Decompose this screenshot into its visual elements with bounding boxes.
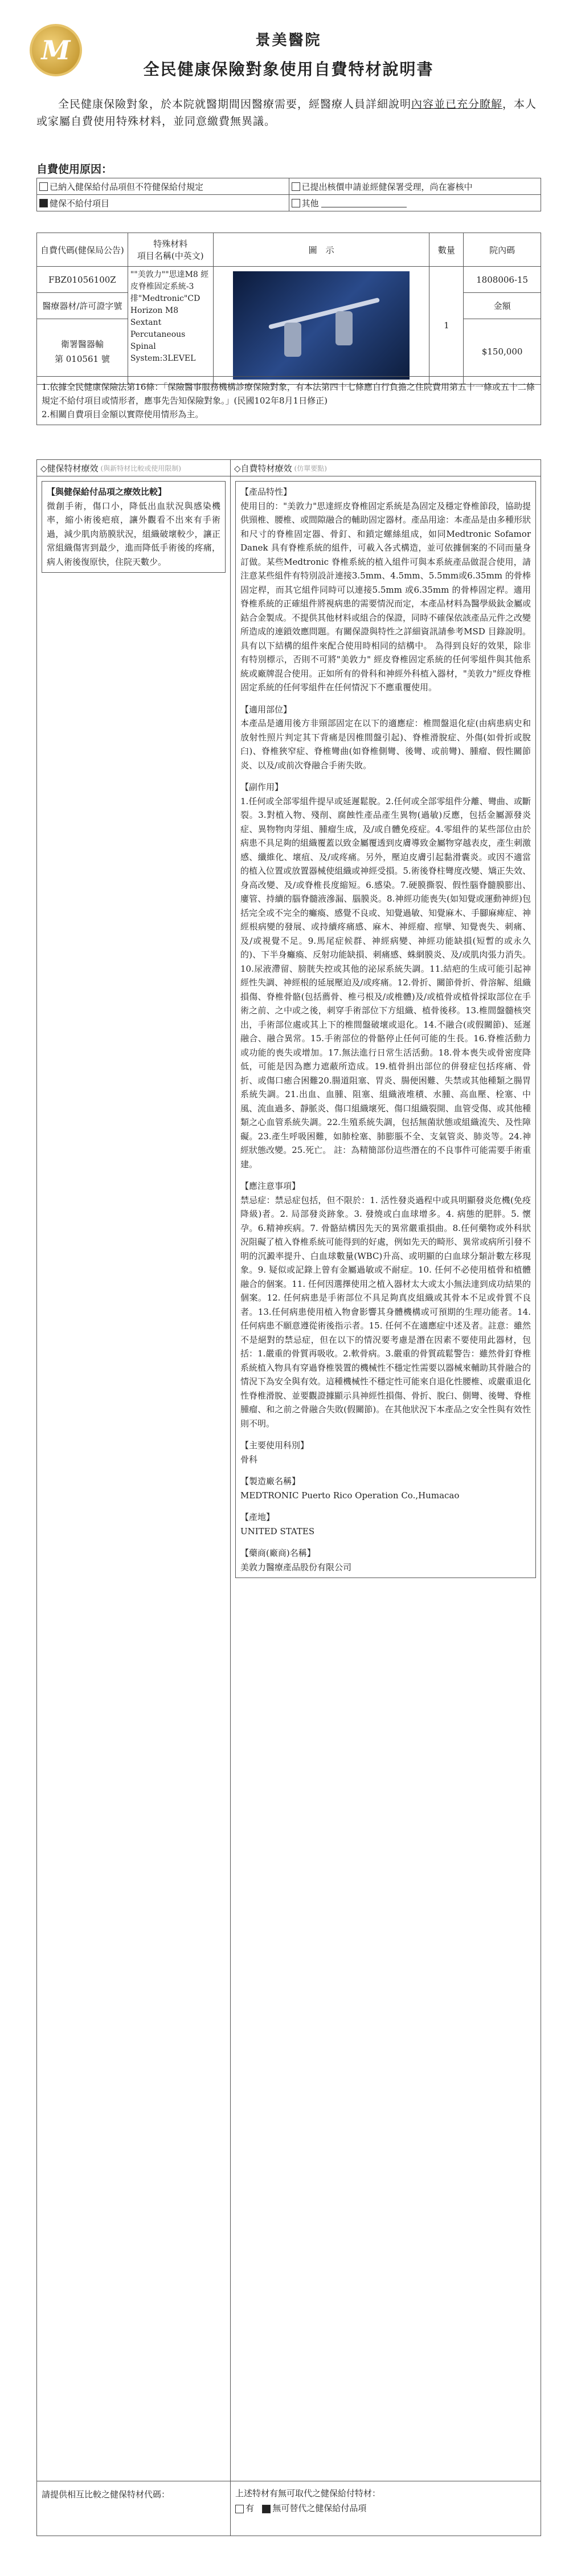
section-supplier: 【藥商(廠商)名稱】 美敦力醫療產品股份有限公司	[240, 1548, 352, 1572]
reason-option-0[interactable]: 已納入健保給付品項但不符健保給付規定	[37, 178, 289, 194]
section-origin: 【產地】 UNITED STATES	[240, 1512, 315, 1536]
comparison-footer	[36, 2481, 541, 2536]
section-manufacturer: 【製造廠名稱】 MEDTRONIC Puerto Rico Operation Co.,Humacao	[240, 1476, 460, 1501]
item-name: ""美敦力""思達M8 經皮脊椎固定系統-3排"Medtronic"CD Horizon M8 Sextant Percutaneous Spinal System:3LEVEL	[128, 267, 213, 385]
efficacy-columns	[36, 459, 541, 2481]
footer-right: 上述特材有無可取代之健保給付特材： 有 無可替代之健保給付品項	[235, 2488, 381, 2513]
reason-options	[36, 178, 541, 211]
section-side-effects: 【副作用】 1.任何或全部零組件提早或延遲鬆脫。2.任何或全部零組件分離、彎曲、或斷裂。3.對植入物、殘削、腐蝕性產品產生異物(過敏)反應，包括金屬源發炎症、異物物肉芽組、腫瘤生成，及/或自體免疫症。4.零組件的某些部位由於病患不具足夠的組織覆蓋以致金屬覆透到皮膚導致金屬物穿越表皮，產生刺激感、纖維化、壞疽、及/或疼痛。另外，壓迫皮膚引起黏滑囊炎。或因不適當的植入位置或放置器械使組織或神經受損。5.術後脊柱彎度改變、矯正失效、身高改變、及/或脊椎長度縮短。6.感染。7.硬膜撕裂、假性腦脊髓膜膨出、廔管、持續的腦脊髓液滲漏、腦膜炎。8.神經功能喪失(如知覺或運動神經)包括完全或不完全的癱瘓、感覺不良或、知覺過敏、知覺麻木、手腳麻痺症、神經根病變的發展、或持續疼痛感、麻木、神經瘤、痙攣、知覺喪失、刺痛、及/或視覺不足。9.馬尾症候群、神經病變、神經功能缺損(短暫的或永久的)、下半身癱瘓、反射功能缺損、刺痛感、蛛網膜炎、及/或肌肉張力消失。10.尿液滯留、膀胱失控或其他的泌尿系統失調。11.結疤的生成可能引起神經性失調、神經根的延展壓迫及/或疼痛。12.骨折、關節骨折、骨溶解、組織損傷、脊椎骨骼(包括薦骨、椎弓根及/或椎體)及/或植骨或植骨採取部位在手術之前、之中或之後，刺穿手術部位下方組織、植骨後移。13.椎間盤髓核突出，手術部位處或其上下的椎間盤破壞或退化。14.不融合(或假關節)、延遲融合、融合異常。15.手術部位的骨骼停止任何可能的生長。16.脊椎活動力或功能的喪失或增加。17.無法進行日常生活活動。18.骨本喪失或骨密度降低，可能是因為應力遮蔽所造成。19.植骨捐出部位的併發症包括疼痛、骨折、或傷口癒合困難20.腸道阻塞、胃炎、腸便困難、失禁或其他種類之腸胃系統失調。21.出血、血腫、阻塞、組織液堆積、水腫、高血壓、栓塞、中風、流血過多、靜脈炎、傷口組織壞死、傷口組織裂開、血管受傷、或其他種類之心血管系統失調。22.生殖系統失調，包括無菌狀態或組織流失、及性障礙。23.產生呼吸困難，如肺栓塞、肺膨脹不全、支氣管炎、肺炎等。24.神經狀態改變。25.死亡。 註：為精簡部份這些潛在的不良事件可能需要手術重建。	[240, 782, 531, 1169]
notes-box	[36, 376, 541, 425]
product-image	[213, 267, 429, 385]
header-image: 圖 示	[213, 233, 429, 267]
checkbox[interactable]	[292, 199, 300, 207]
nhi-efficacy-column	[37, 460, 231, 2481]
self-pay-efficacy-column	[231, 460, 541, 2481]
reason-option-3[interactable]: 其他	[289, 195, 541, 211]
right-column-head: ◇自費特材療效 (仿單要點)	[231, 460, 541, 476]
left-column-box	[42, 481, 226, 573]
note-1: 1.依據全民健康保險法第16條：「保險醫事服務機構診療保險對象，有本法第四十七條應自行負擔之住院費用第五十一條或五十二條規定不給付項目或情形者，應事先告知保險對象。」(民國102年8月1日修正)	[42, 382, 535, 406]
left-section-body: 微創手術，傷口小，降低出血狀況與感染機率，縮小術後疤痕，讓外觀看不出來有手術過，減少肌肉筋膜狀況，組織破壞較少，讓正常組織傷害到最少，進而降低手術後的疼痛，病人術後復原快，住院天數少。	[47, 500, 220, 567]
reason-option-2[interactable]: 健保不給付項目	[37, 195, 289, 211]
checkbox-checked[interactable]	[39, 199, 48, 207]
intro-paragraph: 全民健康保險對象，於本院就醫期間因醫療需要，經醫療人員詳細說明內容並已充分瞭解，本人或家屬自費使用特殊材料，並同意繳費無異議。	[36, 98, 537, 128]
footer-option-no[interactable]: 無可替代之健保給付品項	[262, 2503, 366, 2513]
price-value: $150,000	[464, 319, 541, 385]
header-qty: 數量	[429, 233, 464, 267]
section-precautions: 【應注意事項】 禁忌症：禁忌症包括，但不限於：1. 活性發炎過程中或具明顯發炎危機(免疫降級)者。2. 局部發炎跡象。3. 發燒或白血球增多。4. 病態的肥胖。5. 懷孕。6.精神疾病。7. 骨骼結構因先天的異常嚴重損曲。8.任何藥物或外科狀況阻礙了植入脊椎系統可能得到的好處，例如先天的畸形、異常或病所引發不明的沉澱率提升、白血球數量(WBC)升高、或明顯的白血球分類計數左移現象。9. 疑似或記錄上曾有金屬過敏或不耐症。10. 任何不必使用植骨和植體融合的個案。11. 任何因選擇使用之植入器材太大或太小無法達到成功結果的個案。12. 任何病患是手術部位不具足夠真皮組織或其骨本不足或骨質不良者。13.任何病患使用植入物會影響其身體機構或可預期的生理功能者。14. 任何病患不願意遵從術後指示者。15. 任何不在適應症中述及者。註意：雖然不是絕對的禁忌症，但在以下的情況要考慮是潛在因素不要使用此器材，包括：1.嚴重的骨質再吸收。2.軟骨病。3.嚴重的骨質疏鬆警告：雖然骨釘脊椎系統植入物具有穿過脊椎裝置的機械性不穩定性需要以器械來輔助其骨融合的情況下為安全與有效。這種機械性不穩定性可能來自退化性腰椎、或嚴重退化性脊椎滑脫、並要觀證據顯示具神經性損傷、骨折、脫臼、側彎、後彎、脊椎腫瘤、和之前之骨融合失敗(假關節)。在其他狀況下本產品之安全性與有效性則不明。	[240, 1181, 531, 1429]
item-code: FBZ01056100Z	[37, 267, 128, 293]
item-quantity: 1	[429, 267, 464, 385]
checkbox[interactable]	[39, 182, 48, 191]
header-internal-code: 院內碼	[464, 233, 541, 267]
reason-title: 自費使用原因：	[36, 163, 113, 176]
header-code: 自費代碼(健保局公告)	[37, 233, 128, 267]
header-name: 特殊材料 項目名稱(中英文)	[128, 233, 213, 267]
footer-left: 請提供相互比較之健保特材代碼：	[37, 2481, 231, 2536]
item-internal-code: 1808006-15	[464, 267, 541, 293]
spinal-system-image	[233, 271, 410, 380]
section-indications: 【適用部位】 本產品是適用後方非頸部固定在以下的適應症：椎間盤退化症(由病患病史和放射性照片判定其下背痛是因椎間盤引起)、脊椎滑脫症、外傷(如骨折或脫臼)、脊椎狹窄症、脊椎彎曲(如脊椎側彎、後彎、或前彎)、腫瘤、假性關節炎、以及/或前次脊融合手術失敗。	[240, 704, 531, 771]
item-table	[36, 233, 541, 385]
right-column-box	[235, 481, 536, 1578]
reason-option-1[interactable]: 已提出核價申請並經健保署受理，尚在審核中	[289, 178, 541, 194]
note-2: 2.相關自費項目金額以實際使用情形為主。	[42, 409, 204, 419]
section-features: 【產品特性】 使用目的："美敦力"思達經皮脊椎固定系統是為固定及穩定脊椎節段，協助提供頸椎、腰椎、或間隙融合的輔助固定器材。產品用途：本產品是由多種形狀和尺寸的脊椎固定器、骨釘、和鎖定螺絲組成，如同Medtronic Sofamor Danek 具有脊椎系統的組件，可載入各式構造，並可依據個案的不同而量身訂做。某些Medtronic 脊椎系統的植入組件可與本系統產品做混合使用，請注意某些組件有特別設計連接3.5mm、4.5mm、5.5mm或6.35mm 的骨棒固定桿，而其它組件同時可以連接5.5mm 或6.35mm 的骨棒固定桿。適用脊椎系統的正確組件將視病患的需要情況而定，本產品材料為醫學級鈦金屬或鈷合金製成。不提供其他材料或組合的保證，同時不確保依該產品元件之改變所造成的連鎖效應問題。有關保證與特性之詳細資訊請參考MSD 目錄說明。 具有以下結構的組件來配合使用時相同的結構中。 為得到良好的效果，除非有特別標示，否則不可將"美敦力" 經皮脊椎固定系統的任何零組件與其他系統或廠牌混合使用。正如所有的骨科和神經外科植入器材，"美敦力"經皮脊椎固定系統的任何零組件在任何情況下不應重覆使用。	[240, 487, 531, 692]
checkbox[interactable]	[235, 2505, 244, 2513]
intro-underlined: 內容並已充分瞭解	[411, 98, 503, 111]
other-blank[interactable]	[321, 199, 407, 207]
hospital-logo: M	[30, 24, 82, 76]
document-title: 全民健康保險對象使用自費特材說明書	[143, 60, 434, 79]
checkbox-checked[interactable]	[262, 2505, 271, 2513]
footer-option-yes[interactable]: 有	[235, 2503, 254, 2513]
price-label: 金額	[464, 293, 541, 319]
permit-label: 醫療器材/許可證字號	[37, 293, 128, 319]
checkbox[interactable]	[292, 182, 300, 191]
permit-number: 衛署醫器輸 第 010561 號	[37, 319, 128, 385]
left-column-head: ◇健保特材療效 (與新特材比較或使用限制)	[37, 460, 230, 476]
hospital-name: 景美醫院	[255, 32, 322, 49]
section-department: 【主要使用科別】 骨科	[240, 1440, 309, 1465]
left-section-title: 【與健保給付品項之療效比較】	[47, 487, 167, 497]
